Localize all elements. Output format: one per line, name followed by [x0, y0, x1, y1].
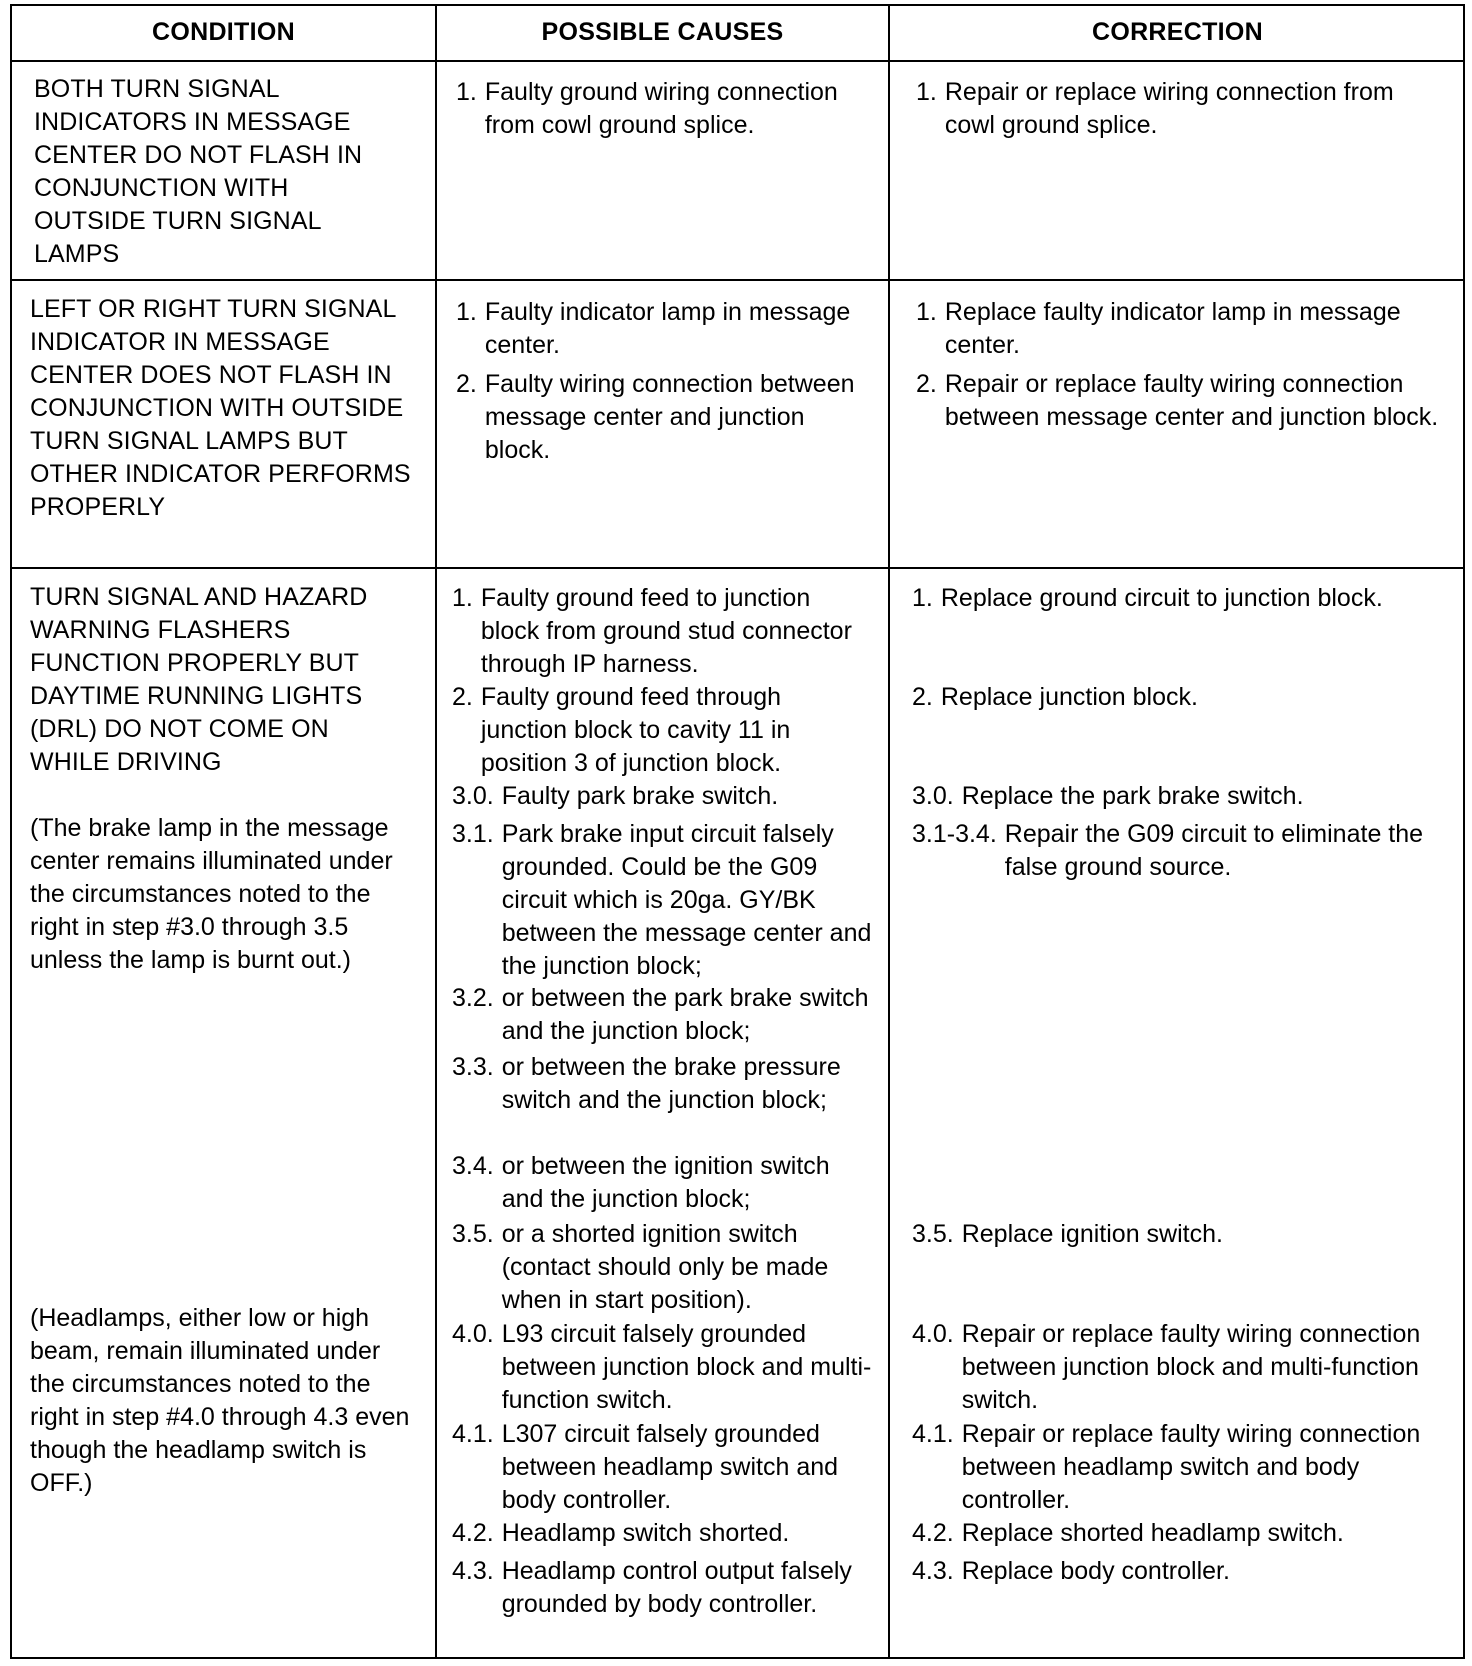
- cause-item: 3.3. or between the brake pressure switch and the junction block;: [452, 1053, 841, 1114]
- header-possible-causes: POSSIBLE CAUSES: [541, 18, 784, 46]
- cause-item: 4.2. Headlamp switch shorted.: [452, 1519, 790, 1547]
- correction-item: 4.0. Repair or replace faulty wiring connection between junction block and multi-function switch.: [912, 1320, 1421, 1414]
- cause-item: 3.4. or between the ignition switch and the junction block;: [452, 1152, 830, 1213]
- troubleshooting-table: [10, 4, 1465, 1659]
- row-divider: [12, 279, 1463, 281]
- cause-item: 3.0. Faulty park brake switch.: [452, 782, 779, 810]
- correction-item: 3.0. Replace the park brake switch.: [912, 782, 1304, 810]
- column-divider: [888, 6, 890, 1657]
- row-3-condition: TURN SIGNAL AND HAZARD WARNING FLASHERS FUNCTION PROPERLY BUT DAYTIME RUNNING LIGHTS (DRL) DO NOT COME ON WHILE DRIVING: [30, 583, 368, 776]
- cause-item: 4.3. Headlamp control output falsely grounded by body controller.: [452, 1557, 852, 1618]
- row-2-corrections: [916, 296, 1446, 440]
- correction-item: 2. Replace junction block.: [912, 683, 1198, 711]
- header-correction: CORRECTION: [1091, 18, 1264, 46]
- row-2-condition: LEFT OR RIGHT TURN SIGNAL INDICATOR IN MESSAGE CENTER DOES NOT FLASH IN CONJUNCTION WITH OUTSIDE TURN SIGNAL LAMPS BUT OTHER INDICATOR PERFORMS PROPERLY: [30, 295, 411, 521]
- cause-item: 4.0. L93 circuit falsely grounded between junction block and multi-function switch.: [452, 1320, 872, 1414]
- row-2-causes: [456, 296, 866, 473]
- row-3-note-brake-lamp: (The brake lamp in the message center remains illuminated under the circumstances noted to the right in step #3.0 through 3.5 unless the lamp is burnt out.): [30, 814, 393, 974]
- header-divider: [12, 60, 1463, 62]
- row-1-condition: BOTH TURN SIGNAL INDICATORS IN MESSAGE CENTER DO NOT FLASH IN CONJUNCTION WITH OUTSIDE TURN SIGNAL LAMPS: [34, 75, 363, 268]
- row-1-causes: [456, 76, 866, 148]
- header-condition: CONDITION: [152, 18, 295, 46]
- correction-item: 1. Repair or replace wiring connection from cowl ground splice.: [916, 78, 1394, 139]
- column-divider: [435, 6, 437, 1657]
- cause-item: 2. Faulty ground feed through junction block to cavity 11 in position 3 of junction block.: [452, 683, 791, 777]
- cause-item: 1. Faulty ground wiring connection from cowl ground splice.: [456, 78, 838, 139]
- correction-item: 1. Replace faulty indicator lamp in message center.: [916, 298, 1401, 359]
- row-divider: [12, 567, 1463, 569]
- row-1-corrections: [916, 76, 1446, 148]
- cause-item: 4.1. L307 circuit falsely grounded between headlamp switch and body controller.: [452, 1420, 839, 1514]
- correction-item: 4.3. Replace body controller.: [912, 1557, 1230, 1585]
- cause-item: 3.1. Park brake input circuit falsely grounded. Could be the G09 circuit which is 20ga. GY/BK between the message center and the junction block;: [452, 820, 872, 980]
- correction-item: 4.1. Repair or replace faulty wiring connection between headlamp switch and body controller.: [912, 1420, 1421, 1514]
- correction-item: 3.5. Replace ignition switch.: [912, 1220, 1223, 1248]
- correction-item: 2. Repair or replace faulty wiring connection between message center and junction block.: [916, 370, 1439, 431]
- cause-item: 2. Faulty wiring connection between message center and junction block.: [456, 370, 855, 464]
- correction-item: 4.2. Replace shorted headlamp switch.: [912, 1519, 1344, 1547]
- correction-item: 1. Replace ground circuit to junction block.: [912, 584, 1383, 612]
- cause-item: 1. Faulty ground feed to junction block from ground stud connector through IP harness.: [452, 584, 852, 678]
- cause-item: 3.5. or a shorted ignition switch (contact should only be made when in start position).: [452, 1220, 829, 1314]
- cause-item: 1. Faulty indicator lamp in message center.: [456, 298, 851, 359]
- cause-item: 3.2. or between the park brake switch and the junction block;: [452, 984, 869, 1045]
- correction-item: 3.1-3.4. Repair the G09 circuit to eliminate the false ground source.: [912, 820, 1424, 881]
- row-3-note-headlamps: (Headlamps, either low or high beam, remain illuminated under the circumstances noted to the right in step #4.0 through 4.3 even though the headlamp switch is OFF.): [30, 1304, 410, 1497]
